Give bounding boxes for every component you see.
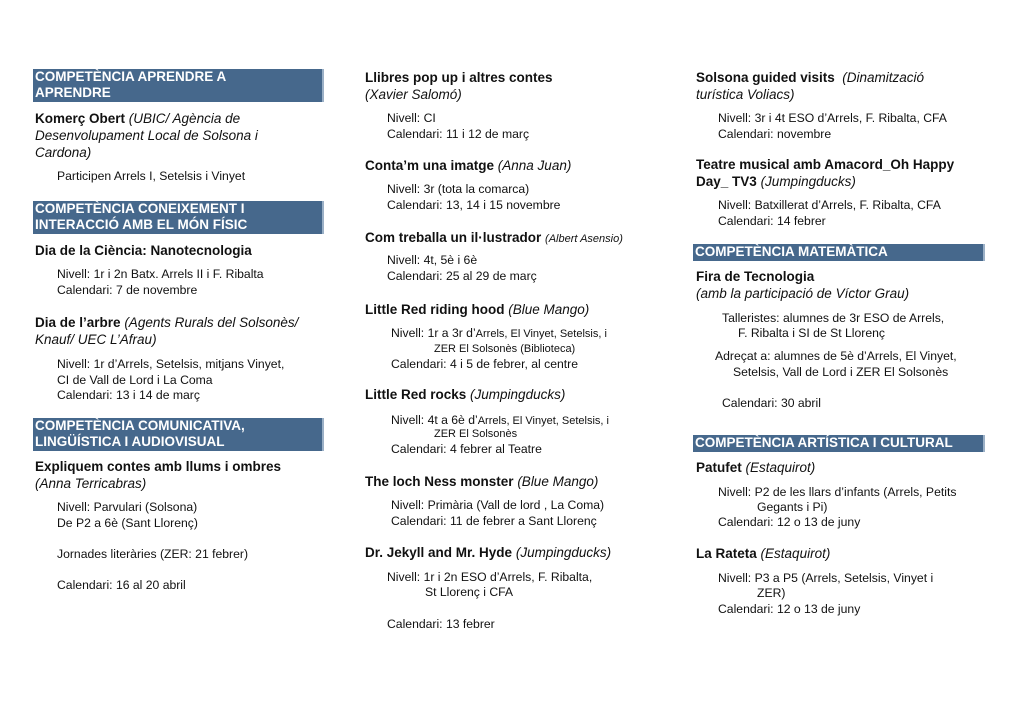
author: (Jumpingducks) bbox=[470, 387, 566, 402]
activity-title-teatre bbox=[696, 156, 954, 190]
title: Teatre musical amb Amacord_Oh Happy bbox=[696, 157, 955, 172]
header-line: COMPETÈNCIA CONEIXEMENT I bbox=[35, 201, 245, 216]
detail: St Llorenç i CFA bbox=[425, 585, 514, 599]
author: (Blue Mango) bbox=[508, 302, 590, 317]
detail: Calendari: 12 o 13 de juny bbox=[718, 515, 861, 529]
detail: Calendari: 25 al 29 de març bbox=[387, 269, 537, 283]
activity-title-rateta bbox=[696, 545, 830, 562]
author: Knauf/ UEC L’Afrau) bbox=[35, 332, 157, 347]
title: Day_ TV3 bbox=[696, 174, 757, 189]
author: (Jumpingducks) bbox=[515, 545, 612, 560]
author: (Dinamització bbox=[842, 70, 925, 85]
detail: Calendari: 11 de febrer a Sant Llorenç bbox=[391, 514, 597, 528]
title: Solsona guided visits bbox=[696, 70, 835, 85]
detail: Nivell: 3r (tota la comarca) bbox=[387, 182, 530, 196]
section-header-aprendre bbox=[33, 69, 324, 102]
section-header-comunicativa bbox=[33, 418, 324, 451]
activity-title-jekyll bbox=[365, 544, 611, 561]
section-header-artistica bbox=[693, 435, 985, 452]
detail: Nivell: 1r d’Arrels, Setelsis, mitjans Vinyet, bbox=[57, 357, 285, 371]
title: Komerç Obert bbox=[35, 111, 126, 126]
detail-part: Arrels, El Vinyet, Setelsis, i bbox=[477, 415, 609, 427]
detail: Setelsis, Vall de Lord i ZER El Solsonès bbox=[733, 365, 949, 379]
detail: Calendari: 16 al 20 abril bbox=[57, 578, 186, 592]
detail: Participen Arrels I, Setelsis i Vinyet bbox=[57, 169, 246, 183]
title: Fira de Tecnologia bbox=[696, 269, 815, 284]
detail: Nivell: Parvulari (Solsona) bbox=[57, 500, 198, 514]
detail: Calendari: 14 febrer bbox=[718, 214, 826, 228]
detail: Talleristes: alumnes de 3r ESO de Arrels, bbox=[722, 311, 945, 325]
detail-part: Arrels, El Vinyet, Setelsis, i bbox=[475, 328, 607, 340]
activity-title-fira bbox=[696, 268, 909, 302]
title: Dr. Jekyll and Mr. Hyde bbox=[365, 545, 513, 560]
author: Cardona) bbox=[35, 145, 92, 160]
detail: Nivell: 3r i 4t ESO d’Arrels, F. Ribalta, CFA bbox=[718, 111, 947, 125]
author: (amb la participació de Víctor Grau) bbox=[696, 286, 910, 301]
detail: Nivell: P3 a P5 (Arrels, Setelsis, Vinyet i bbox=[718, 571, 934, 585]
detail: Calendari: 12 o 13 de juny bbox=[718, 602, 861, 616]
activity-title-red-rocks bbox=[365, 386, 565, 403]
author: (Anna Juan) bbox=[497, 158, 572, 173]
detail-part: Nivell: 1r a 3r d’ bbox=[391, 326, 476, 340]
title: Llibres pop up i altres contes bbox=[365, 70, 553, 85]
activity-title-expliquem bbox=[35, 458, 281, 492]
author: (UBIC/ Agència de bbox=[128, 111, 241, 126]
header-line: APRENDRE bbox=[35, 85, 111, 100]
detail: Calendari: 13 i 14 de març bbox=[57, 388, 200, 402]
detail: ZER) bbox=[757, 586, 786, 600]
title: Dia de la Ciència: Nanotecnologia bbox=[35, 243, 252, 258]
detail: Calendari: 11 i 12 de març bbox=[387, 127, 530, 141]
activity-title-loch-ness bbox=[365, 473, 598, 490]
detail: Nivell: 4t, 5è i 6è bbox=[387, 253, 478, 267]
author: (Agents Rurals del Solsonès/ bbox=[124, 315, 299, 330]
activity-title-arbre bbox=[35, 314, 330, 348]
author: (Estaquirot) bbox=[760, 546, 831, 561]
detail: Calendari: 30 abril bbox=[722, 396, 821, 410]
detail bbox=[391, 326, 607, 342]
title: Little Red riding hood bbox=[365, 302, 505, 317]
detail: Calendari: 13 febrer bbox=[387, 617, 495, 631]
title: Expliquem contes amb llums i ombres bbox=[35, 459, 282, 474]
detail: Jornades literàries (ZER: 21 febrer) bbox=[57, 547, 249, 561]
detail: ZER El Solsonès (Biblioteca) bbox=[434, 343, 576, 355]
activity-title-riding-hood bbox=[365, 301, 589, 318]
author: (Estaquirot) bbox=[745, 460, 816, 475]
detail-part: Nivell: 4t a 6è d’ bbox=[391, 413, 478, 427]
header-line: COMPETÈNCIA APRENDRE A bbox=[35, 69, 227, 84]
detail: ZER El Solsonès bbox=[434, 428, 518, 440]
author: (Xavier Salomó) bbox=[365, 87, 462, 102]
detail: Nivell: CI bbox=[387, 111, 436, 125]
author: (Blue Mango) bbox=[517, 474, 599, 489]
header-line: LINGÜÍSTICA I AUDIOVISUAL bbox=[35, 434, 225, 449]
author: (Anna Terricabras) bbox=[35, 476, 147, 491]
title: Conta’m una imatge bbox=[365, 158, 495, 173]
title: Patufet bbox=[696, 460, 742, 475]
section-header-coneixement bbox=[33, 201, 324, 234]
author: (Jumpingducks) bbox=[760, 174, 856, 189]
activity-title-patufet bbox=[696, 459, 815, 476]
detail: Calendari: 7 de novembre bbox=[57, 283, 198, 297]
detail: Nivell: 1r i 2n Batx. Arrels II i F. Ribalta bbox=[57, 267, 264, 281]
detail: Nivell: Batxillerat d’Arrels, F. Ribalta, CFA bbox=[718, 198, 941, 212]
detail: Calendari: 13, 14 i 15 novembre bbox=[387, 198, 561, 212]
detail: Nivell: Primària (Vall de lord , La Coma) bbox=[391, 498, 605, 512]
header-line: COMPETÈNCIA ARTÍSTICA I CULTURAL bbox=[695, 435, 953, 450]
header-line: COMPETÈNCIA MATEMÀTICA bbox=[695, 244, 888, 259]
detail: CI de Vall de Lord i La Coma bbox=[57, 373, 213, 387]
author: (Albert Asensio) bbox=[545, 233, 623, 245]
detail: Gegants i Pi) bbox=[757, 500, 828, 514]
activity-title-ciencia bbox=[35, 242, 252, 259]
activity-title-komerc bbox=[35, 110, 325, 161]
activity-title-llibres bbox=[365, 69, 553, 103]
activity-title-com-treballa bbox=[365, 229, 623, 248]
title: La Rateta bbox=[696, 546, 757, 561]
header-line: COMPETÈNCIA COMUNICATIVA, bbox=[35, 418, 245, 433]
author: Desenvolupament Local de Solsona i bbox=[35, 128, 258, 143]
title: The loch Ness monster bbox=[365, 474, 514, 489]
header-line: INTERACCIÓ AMB EL MÓN FÍSIC bbox=[35, 217, 248, 232]
detail: Nivell: P2 de les llars d’infants (Arrels, Petits bbox=[718, 485, 957, 499]
title: Com treballa un il·lustrador bbox=[365, 230, 542, 245]
detail: Calendari: 4 febrer al Teatre bbox=[391, 442, 542, 456]
detail: De P2 a 6è (Sant Llorenç) bbox=[57, 516, 198, 530]
detail: Calendari: 4 i 5 de febrer, al centre bbox=[391, 357, 578, 371]
activity-title-contam bbox=[365, 157, 571, 174]
detail: Calendari: novembre bbox=[718, 127, 832, 141]
detail: Adreçat a: alumnes de 5è d’Arrels, El Vinyet, bbox=[715, 349, 957, 363]
author: turística Voliacs) bbox=[696, 87, 795, 102]
detail: F. Ribalta i SI de St Llorenç bbox=[738, 326, 885, 340]
activity-title-solsona bbox=[696, 69, 924, 103]
section-header-matematica bbox=[693, 244, 985, 261]
detail: Nivell: 1r i 2n ESO d’Arrels, F. Ribalta, bbox=[387, 570, 593, 584]
title: Dia de l’arbre bbox=[35, 315, 121, 330]
title: Little Red rocks bbox=[365, 387, 467, 402]
